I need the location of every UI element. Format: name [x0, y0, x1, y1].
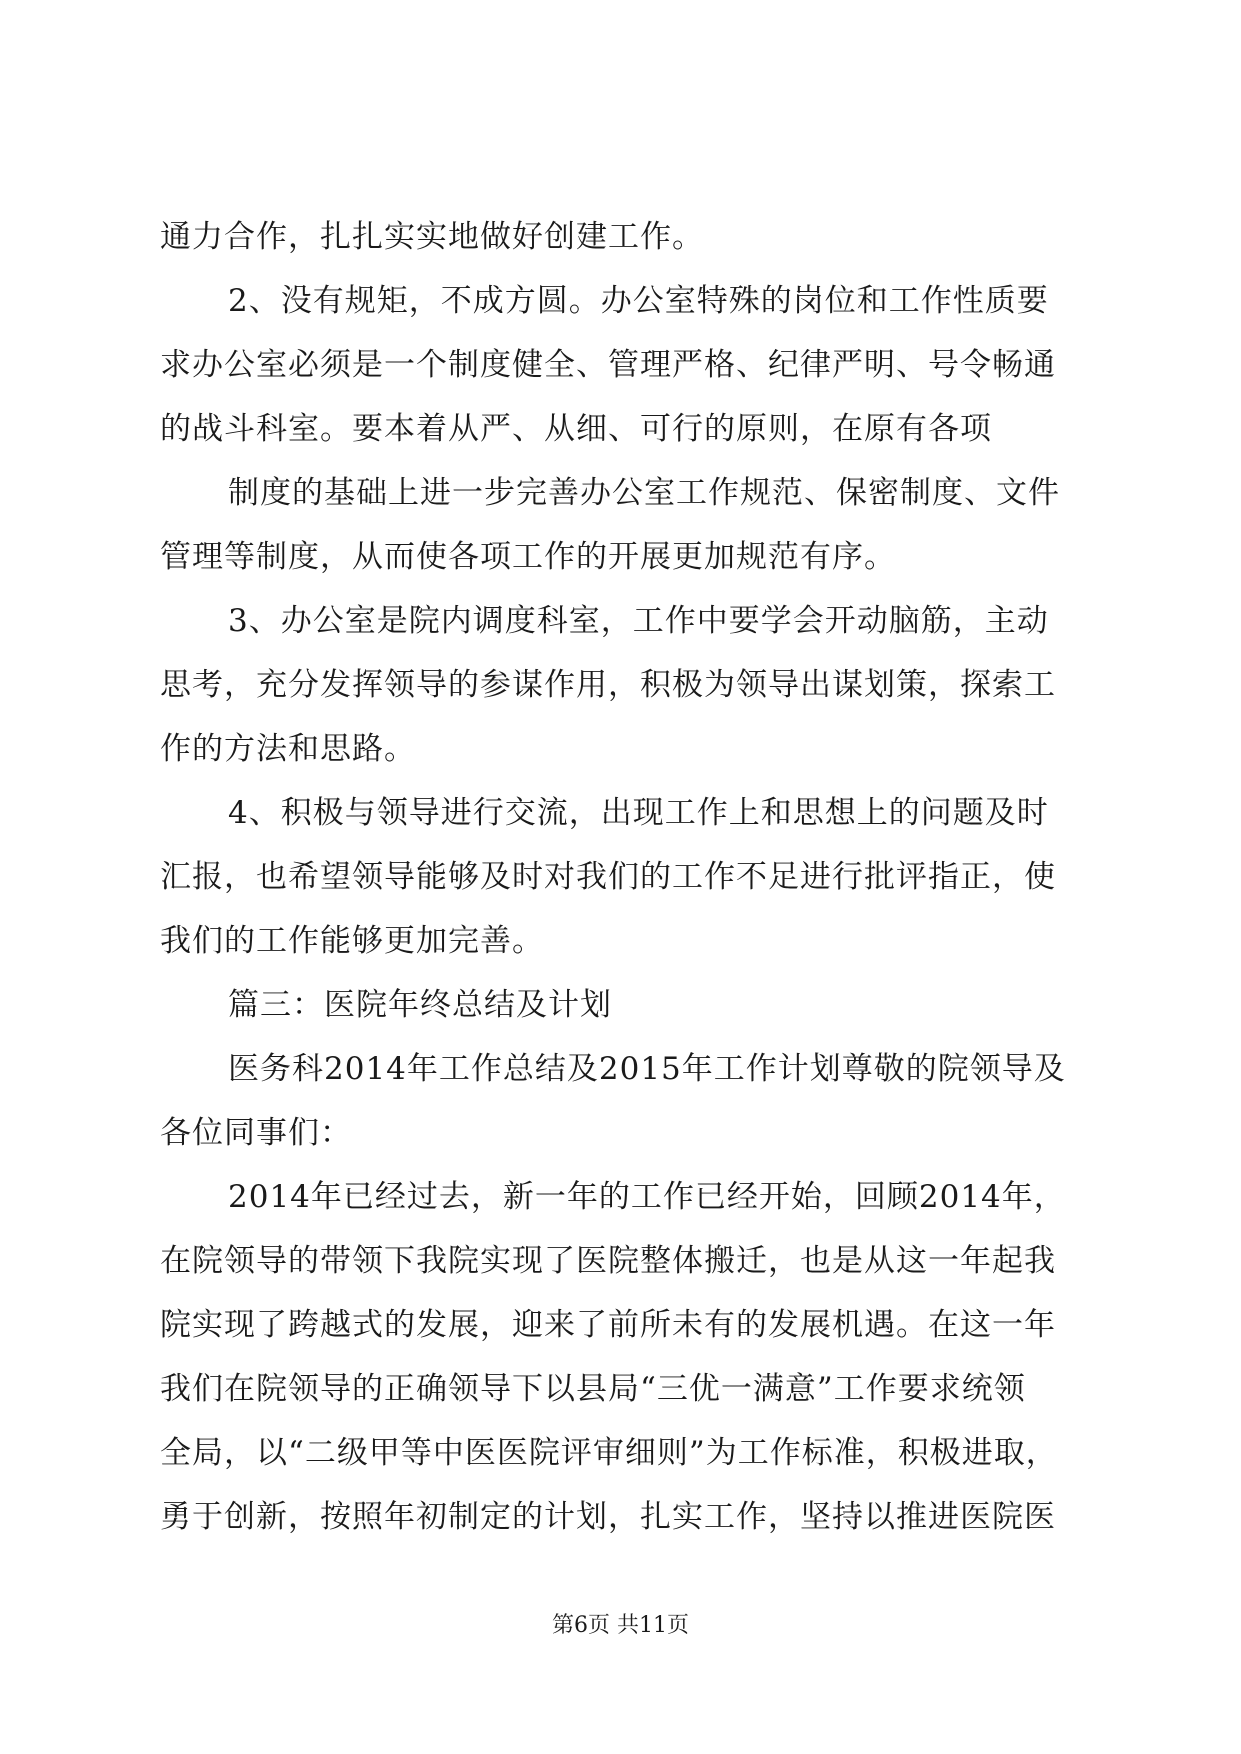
text-line: 管理等制度，从而使各项工作的开展更加规范有序。 — [160, 539, 896, 575]
page-number-footer: 第6页 共11页 — [552, 1613, 689, 1638]
text-line: 作的方法和思路。 — [160, 731, 416, 767]
document-body — [160, 205, 1090, 1549]
text-line: 我们的工作能够更加完善。 — [160, 923, 544, 959]
text-line: 通力合作，扎扎实实地做好创建工作。 — [160, 219, 704, 255]
text-line: 全局，以“二级甲等中医医院评审细则”为工作标准，积极进取， — [160, 1435, 1058, 1471]
text-line: 各位同事们： — [160, 1115, 352, 1151]
text-line: 勇于创新，按照年初制定的计划，扎实工作，坚持以推进医院医 — [160, 1499, 1056, 1535]
text-line: 医务科2014年工作总结及2015年工作计划尊敬的院领导及 — [228, 1051, 1066, 1087]
text-line: 在院领导的带领下我院实现了医院整体搬迁，也是从这一年起我 — [160, 1243, 1056, 1279]
text-line: 的战斗科室。要本着从严、从细、可行的原则，在原有各项 — [160, 411, 992, 447]
text-line: 思考，充分发挥领导的参谋作用，积极为领导出谋划策，探索工 — [160, 667, 1056, 703]
text-line: 求办公室必须是一个制度健全、管理严格、纪律严明、号令畅通 — [160, 347, 1056, 383]
text-line: 制度的基础上进一步完善办公室工作规范、保密制度、文件 — [228, 475, 1060, 511]
text-line: 4、积极与领导进行交流，出现工作上和思想上的问题及时 — [228, 795, 1049, 831]
text-line: 汇报，也希望领导能够及时对我们的工作不足进行批评指正，使 — [160, 859, 1056, 895]
text-line: 院实现了跨越式的发展，迎来了前所未有的发展机遇。在这一年 — [160, 1307, 1056, 1343]
text-line: 2、没有规矩，不成方圆。办公室特殊的岗位和工作性质要 — [228, 283, 1049, 319]
text-line: 我们在院领导的正确领导下以县局“三优一满意”工作要求统领 — [160, 1371, 1026, 1407]
text-line: 2014年已经过去，新一年的工作已经开始，回顾2014年， — [228, 1179, 1066, 1215]
text-line: 3、办公室是院内调度科室，工作中要学会开动脑筋，主动 — [228, 603, 1049, 639]
section-heading: 篇三：医院年终总结及计划 — [228, 987, 612, 1023]
